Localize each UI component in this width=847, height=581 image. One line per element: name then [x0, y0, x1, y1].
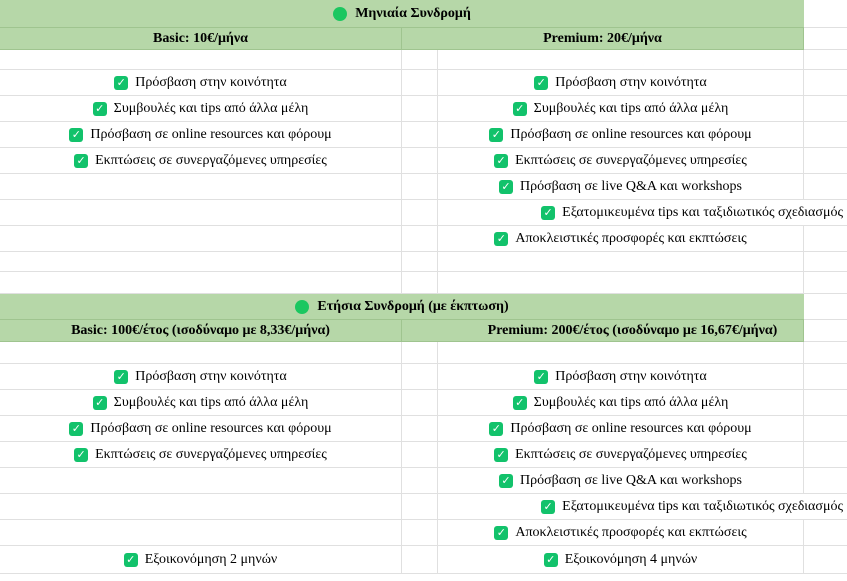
feature-cell[interactable] — [0, 122, 402, 148]
savings-text: Εξοικονόμηση 2 μηνών — [144, 551, 278, 567]
check-box-icon: ✓ — [489, 128, 503, 142]
empty-cell[interactable] — [402, 494, 438, 520]
table-row — [0, 96, 847, 122]
feature-text: Πρόσβαση σε online resources και φόρουμ — [90, 126, 332, 142]
monthly-title-cell[interactable] — [0, 0, 804, 28]
feature-text: Πρόσβαση σε live Q&A και workshops — [520, 472, 742, 488]
empty-cell[interactable] — [402, 252, 438, 272]
feature-text: Πρόσβαση στην κοινότητα — [135, 74, 287, 90]
empty-cell[interactable] — [0, 226, 402, 252]
table-row — [0, 390, 847, 416]
empty-cell[interactable] — [804, 50, 847, 70]
feature-cell[interactable] — [438, 364, 804, 390]
empty-cell[interactable] — [804, 468, 847, 494]
feature-cell[interactable] — [438, 174, 804, 200]
table-row — [0, 416, 847, 442]
empty-cell[interactable] — [804, 96, 847, 122]
empty-cell[interactable] — [804, 342, 847, 364]
check-box-icon: ✓ — [74, 448, 88, 462]
feature-text: Πρόσβαση σε online resources και φόρουμ — [510, 126, 752, 142]
check-box-icon: ✓ — [93, 102, 107, 116]
feature-cell[interactable] — [438, 468, 804, 494]
empty-cell[interactable] — [438, 272, 804, 294]
monthly-plan-row — [0, 28, 847, 50]
table-row — [0, 546, 847, 574]
feature-cell[interactable] — [0, 148, 402, 174]
yearly-premium-label[interactable] — [402, 320, 804, 342]
check-box-icon: ✓ — [114, 76, 128, 90]
table-row — [0, 70, 847, 96]
check-box-icon: ✓ — [544, 553, 558, 567]
feature-cell[interactable] — [438, 226, 804, 252]
empty-cell[interactable] — [402, 520, 438, 546]
feature-text: Εξατομικευμένα tips και ταξιδιωτικός σχεδιασμός — [562, 498, 843, 514]
feature-cell[interactable] — [438, 520, 804, 546]
feature-cell[interactable] — [438, 96, 804, 122]
empty-cell[interactable] — [804, 546, 847, 574]
empty-cell[interactable] — [0, 342, 402, 364]
feature-text: Πρόσβαση σε live Q&A και workshops — [520, 178, 742, 194]
empty-cell[interactable] — [402, 342, 438, 364]
empty-cell[interactable] — [402, 364, 438, 390]
table-row — [0, 494, 847, 520]
empty-cell[interactable] — [402, 416, 438, 442]
check-box-icon: ✓ — [494, 154, 508, 168]
empty-cell[interactable] — [402, 468, 438, 494]
empty-cell[interactable] — [0, 272, 402, 294]
empty-cell[interactable] — [0, 50, 402, 70]
feature-text: Πρόσβαση σε online resources και φόρουμ — [510, 420, 752, 436]
table-row — [0, 122, 847, 148]
yearly-title-row — [0, 294, 847, 320]
monthly-title-row — [0, 0, 847, 28]
feature-text: Συμβουλές και tips από άλλα μέλη — [113, 100, 309, 116]
check-box-icon: ✓ — [494, 232, 508, 246]
yearly-premium-label-text: Premium: 200€/έτος (ισοδύναμο με 16,67€/μήνα) — [487, 322, 778, 338]
empty-cell[interactable] — [804, 272, 847, 294]
check-box-icon: ✓ — [499, 474, 513, 488]
feature-cell[interactable] — [0, 416, 402, 442]
check-box-icon: ✓ — [541, 206, 555, 220]
empty-cell[interactable] — [804, 442, 847, 468]
feature-cell[interactable] — [0, 442, 402, 468]
table-row — [0, 468, 847, 494]
empty-cell[interactable] — [804, 294, 847, 320]
feature-text: Πρόσβαση στην κοινότητα — [555, 74, 707, 90]
feature-cell[interactable] — [438, 494, 847, 520]
savings-cell[interactable] — [438, 546, 804, 574]
feature-text: Εκπτώσεις σε συνεργαζόμενες υπηρεσίες — [95, 446, 327, 462]
feature-text: Πρόσβαση στην κοινότητα — [555, 368, 707, 384]
feature-text: Συμβουλές και tips από άλλα μέλη — [113, 394, 309, 410]
feature-cell[interactable] — [0, 70, 402, 96]
table-row — [0, 174, 847, 200]
table-row — [0, 200, 847, 226]
empty-cell[interactable] — [804, 122, 847, 148]
check-box-icon: ✓ — [534, 370, 548, 384]
savings-text: Εξοικονόμηση 4 μηνών — [564, 551, 698, 567]
empty-cell[interactable] — [402, 96, 438, 122]
check-box-icon: ✓ — [513, 396, 527, 410]
empty-cell[interactable] — [804, 70, 847, 96]
feature-text: Αποκλειστικές προσφορές και εκπτώσεις — [515, 230, 747, 246]
feature-text: Αποκλειστικές προσφορές και εκπτώσεις — [515, 524, 747, 540]
yearly-plan-row — [0, 320, 847, 342]
empty-cell[interactable] — [402, 148, 438, 174]
feature-cell[interactable] — [438, 416, 804, 442]
empty-cell[interactable] — [804, 28, 847, 50]
feature-text: Πρόσβαση στην κοινότητα — [135, 368, 287, 384]
empty-row — [0, 50, 847, 70]
monthly-title: Μηνιαία Συνδρομή — [355, 5, 471, 21]
check-box-icon: ✓ — [489, 422, 503, 436]
empty-cell[interactable] — [438, 252, 804, 272]
feature-text: Συμβουλές και tips από άλλα μέλη — [533, 394, 729, 410]
empty-cell[interactable] — [0, 520, 402, 546]
empty-cell[interactable] — [0, 494, 402, 520]
empty-cell[interactable] — [804, 416, 847, 442]
empty-cell[interactable] — [804, 520, 847, 546]
table-row — [0, 520, 847, 546]
green-circle-icon — [295, 300, 309, 314]
check-box-icon: ✓ — [93, 396, 107, 410]
empty-row — [0, 252, 847, 272]
feature-cell[interactable] — [438, 200, 847, 226]
feature-cell[interactable] — [0, 390, 402, 416]
empty-cell[interactable] — [438, 342, 804, 364]
table-row — [0, 226, 847, 252]
check-box-icon: ✓ — [494, 448, 508, 462]
yearly-title: Ετήσια Συνδρομή (με έκπτωση) — [317, 298, 509, 314]
monthly-basic-label[interactable]: Basic: 10€/μήνα — [0, 28, 402, 50]
empty-cell[interactable] — [402, 122, 438, 148]
green-circle-icon — [333, 7, 347, 21]
check-box-icon: ✓ — [69, 128, 83, 142]
empty-cell[interactable] — [804, 252, 847, 272]
feature-text: Συμβουλές και tips από άλλα μέλη — [533, 100, 729, 116]
empty-cell[interactable] — [402, 546, 438, 574]
empty-cell[interactable] — [402, 272, 438, 294]
empty-cell[interactable] — [0, 174, 402, 200]
feature-cell[interactable] — [438, 148, 804, 174]
check-box-icon: ✓ — [69, 422, 83, 436]
feature-text: Εκπτώσεις σε συνεργαζόμενες υπηρεσίες — [515, 446, 747, 462]
check-box-icon: ✓ — [513, 102, 527, 116]
check-box-icon: ✓ — [534, 76, 548, 90]
empty-cell[interactable] — [0, 200, 402, 226]
feature-cell[interactable] — [0, 96, 402, 122]
check-box-icon: ✓ — [124, 553, 138, 567]
empty-cell[interactable] — [0, 252, 402, 272]
savings-cell[interactable] — [0, 546, 402, 574]
empty-cell[interactable] — [0, 468, 402, 494]
check-box-icon: ✓ — [494, 526, 508, 540]
empty-cell[interactable] — [804, 0, 847, 28]
empty-cell[interactable] — [402, 442, 438, 468]
feature-text: Εξατομικευμένα tips και ταξιδιωτικός σχεδιασμός — [562, 204, 843, 220]
monthly-premium-label[interactable]: Premium: 20€/μήνα — [402, 28, 804, 50]
empty-cell[interactable] — [804, 364, 847, 390]
empty-row — [0, 342, 847, 364]
empty-cell[interactable] — [402, 50, 438, 70]
feature-text: Εκπτώσεις σε συνεργαζόμενες υπηρεσίες — [95, 152, 327, 168]
empty-cell[interactable] — [804, 390, 847, 416]
empty-cell[interactable] — [804, 174, 847, 200]
empty-cell[interactable] — [402, 226, 438, 252]
check-box-icon: ✓ — [541, 500, 555, 514]
table-row — [0, 364, 847, 390]
empty-cell[interactable] — [438, 50, 804, 70]
empty-cell[interactable] — [804, 148, 847, 174]
empty-cell[interactable] — [804, 320, 847, 342]
check-box-icon: ✓ — [114, 370, 128, 384]
feature-cell[interactable] — [438, 122, 804, 148]
check-box-icon: ✓ — [74, 154, 88, 168]
empty-cell[interactable] — [402, 390, 438, 416]
empty-cell[interactable] — [402, 174, 438, 200]
feature-cell[interactable] — [438, 390, 804, 416]
empty-cell[interactable] — [402, 70, 438, 96]
yearly-title-cell[interactable] — [0, 294, 804, 320]
feature-text: Πρόσβαση σε online resources και φόρουμ — [90, 420, 332, 436]
empty-cell[interactable] — [402, 200, 438, 226]
feature-cell[interactable] — [0, 364, 402, 390]
table-row — [0, 442, 847, 468]
empty-cell[interactable] — [804, 226, 847, 252]
empty-row — [0, 272, 847, 294]
feature-cell[interactable] — [438, 442, 804, 468]
table-row — [0, 148, 847, 174]
check-box-icon: ✓ — [499, 180, 513, 194]
feature-cell[interactable] — [438, 70, 804, 96]
yearly-basic-label[interactable]: Basic: 100€/έτος (ισοδύναμο με 8,33€/μήνα) — [0, 320, 402, 342]
feature-text: Εκπτώσεις σε συνεργαζόμενες υπηρεσίες — [515, 152, 747, 168]
